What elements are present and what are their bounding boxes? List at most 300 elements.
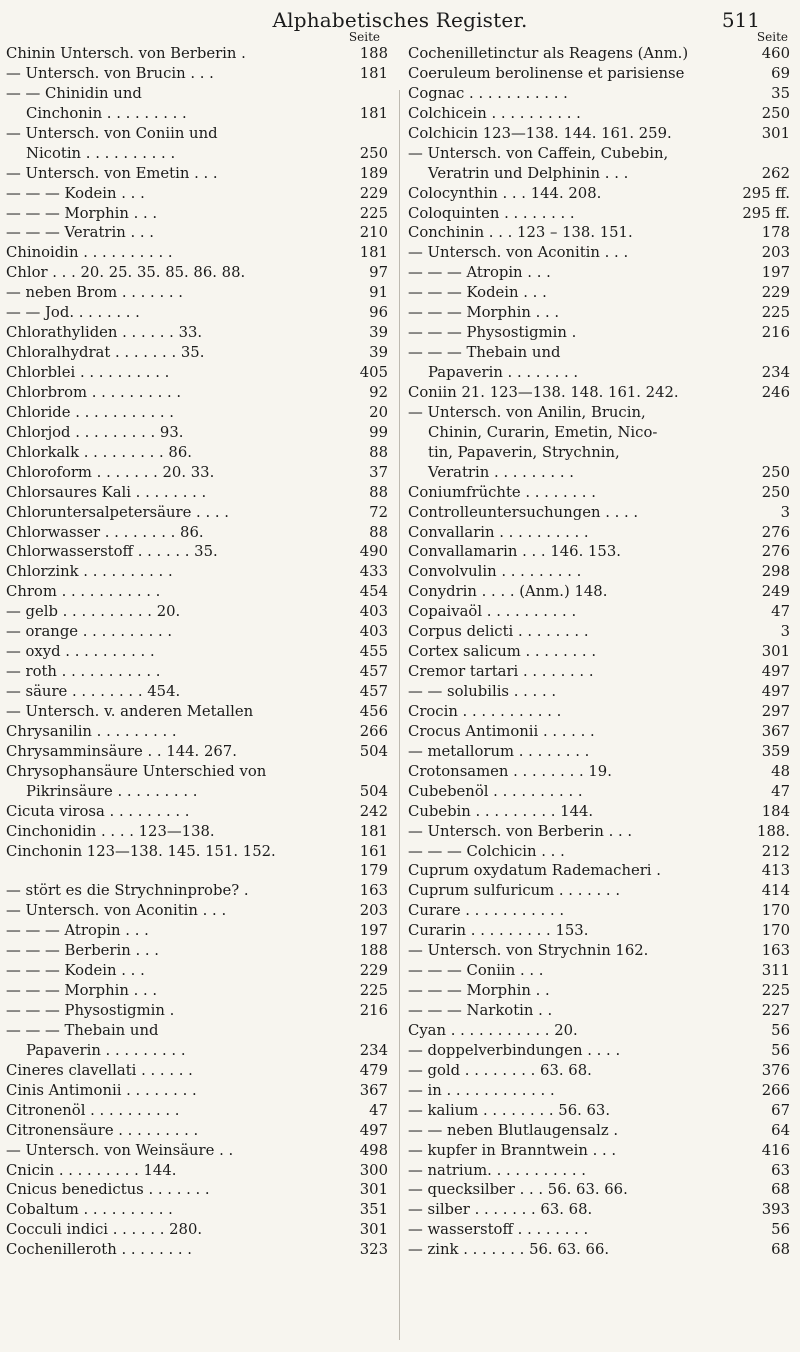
entry-page: 490 [359, 543, 388, 561]
index-entry [408, 1061, 794, 1081]
index-entry [6, 303, 396, 323]
entry-text: — — — Thebain und [6, 1021, 159, 1039]
entry-page: 72 [369, 503, 388, 521]
entry-page: 359 [761, 742, 790, 760]
index-entry [6, 1141, 396, 1161]
entry-text: Cuprum sulfuricum . . . . . . . [408, 882, 621, 900]
entry-text: Cognac . . . . . . . . . . . [408, 84, 568, 102]
entry-page: 216 [761, 324, 790, 342]
entry-text: Cnicin . . . . . . . . . 144. [6, 1161, 177, 1179]
index-entry [408, 1200, 794, 1220]
entry-page: 47 [771, 603, 790, 621]
entry-text: Nicotin . . . . . . . . . . [26, 144, 176, 162]
entry-text: — — — Narkotin . . [408, 1002, 553, 1019]
index-entry [6, 323, 396, 343]
entry-text: — — neben Blutlaugensalz . [408, 1121, 619, 1139]
index-entry [408, 243, 794, 263]
entry-page: 497 [761, 683, 790, 700]
index-entry [6, 283, 396, 303]
entry-page: 181 [359, 244, 388, 262]
index-entry [408, 443, 794, 463]
entry-page: 88 [369, 483, 388, 501]
column-divider [399, 90, 400, 1340]
entry-page: 403 [359, 603, 388, 621]
entry-page: 163 [359, 882, 388, 900]
index-entry [408, 503, 794, 523]
index-entry [6, 1220, 396, 1240]
entry-text: — stört es die Strychninprobe? . [6, 882, 249, 900]
entry-page: 367 [359, 1081, 388, 1099]
index-entry [408, 84, 794, 104]
index-entry [408, 363, 794, 383]
entry-text: — silber . . . . . . . 63. 68. [408, 1201, 593, 1219]
entry-page: 229 [359, 184, 388, 202]
entry-page: 229 [359, 962, 388, 980]
entry-text: Cuprum oxydatum Rademacheri . [408, 862, 661, 880]
entry-page: 250 [761, 463, 790, 481]
entry-page: 250 [761, 483, 790, 501]
entry-text: Chlorjod . . . . . . . . . 93. [6, 423, 184, 441]
entry-text: Chlor . . . 20. 25. 35. 85. 86. 88. [6, 264, 246, 282]
entry-page: 301 [359, 1181, 388, 1199]
index-entry [408, 582, 794, 602]
index-entry [408, 523, 794, 543]
index-entry [6, 921, 396, 941]
index-entry [6, 662, 396, 682]
entry-page [786, 443, 794, 463]
entry-text: — — — Physostigmin . [6, 1002, 175, 1019]
entry-page: 297 [761, 702, 790, 720]
entry-page: 300 [359, 1161, 388, 1179]
entry-text: — — Chinidin und [6, 84, 142, 102]
entry-text: Crotonsamen . . . . . . . . 19. [408, 762, 612, 780]
entry-page: 227 [761, 1002, 790, 1019]
index-entry [6, 503, 396, 523]
entry-text: — Untersch. von Brucin . . . [6, 64, 214, 82]
entry-text: tin, Papaverin, Strychnin, [428, 443, 620, 461]
entry-page: 188 [359, 942, 388, 960]
entry-text: — — — Berberin . . . [6, 942, 159, 960]
index-entry [408, 822, 794, 842]
entry-text: Chloroform . . . . . . . 20. 33. [6, 463, 215, 481]
index-entry [6, 1081, 396, 1101]
index-entry [408, 44, 794, 64]
entry-page: 225 [359, 982, 388, 1000]
index-entry [408, 562, 794, 582]
entry-page: 276 [761, 523, 790, 541]
entry-text: Cortex salicum . . . . . . . . [408, 643, 597, 661]
index-entry [6, 642, 396, 662]
entry-text: — Untersch. von Coniin und [6, 124, 218, 142]
entry-text: Cinchonin . . . . . . . . . [26, 104, 187, 122]
entry-text: Corpus delicti . . . . . . . . [408, 623, 589, 641]
index-entry [408, 1161, 794, 1181]
index-entry [6, 562, 396, 582]
index-entry [408, 323, 794, 343]
entry-text: Cinchonidin . . . . 123—138. [6, 822, 215, 840]
entry-text: Citronensäure . . . . . . . . . [6, 1121, 199, 1139]
entry-page: 416 [761, 1141, 790, 1159]
entry-text: Chrysophansäure Unterschied von [6, 762, 267, 780]
entry-page: 37 [369, 463, 388, 481]
entry-text: — — Jod. . . . . . . . [6, 304, 140, 322]
entry-page: 413 [761, 862, 790, 880]
index-entry [408, 303, 794, 323]
index-entry [408, 941, 794, 961]
entry-page: 295 ff. [742, 184, 790, 202]
entry-page: 311 [761, 962, 790, 980]
entry-page: 234 [359, 1041, 388, 1059]
entry-text: Convolvulin . . . . . . . . . [408, 563, 582, 581]
entry-text: Colchicein . . . . . . . . . . [408, 104, 581, 122]
index-entry [6, 104, 396, 124]
entry-text: — — — Morphin . . . [6, 204, 158, 222]
entry-text: Veratrin . . . . . . . . . [428, 463, 574, 481]
index-list [408, 44, 794, 1260]
index-entry [6, 901, 396, 921]
entry-page: 39 [369, 324, 388, 342]
entry-text: Conchinin . . . 123 – 138. 151. [408, 224, 633, 242]
index-entry [408, 463, 794, 483]
entry-page: 99 [369, 423, 388, 441]
entry-page: 301 [761, 643, 790, 661]
index-entry [408, 104, 794, 124]
entry-text: — Untersch. von Anilin, Brucin, [408, 403, 646, 421]
entry-text: Coniin 21. 123—138. 148. 161. 242. [408, 383, 679, 401]
index-entry [6, 1121, 396, 1141]
index-entry [6, 1101, 396, 1121]
entry-page: 203 [359, 902, 388, 920]
entry-text: — natrium. . . . . . . . . . . [408, 1161, 586, 1179]
entry-text: Cochenilleroth . . . . . . . . [6, 1241, 193, 1259]
entry-text: — kalium . . . . . . . . 56. 63. [408, 1101, 611, 1119]
entry-page: 301 [761, 124, 790, 142]
index-entry [6, 1161, 396, 1181]
entry-page [384, 1021, 396, 1041]
index-entry [408, 602, 794, 622]
index-entry [408, 124, 794, 144]
entry-text: — orange . . . . . . . . . . [6, 623, 173, 641]
entry-page: 225 [761, 982, 790, 1000]
index-entry [6, 842, 396, 862]
entry-page: 249 [761, 583, 790, 601]
entry-text: Chlorwasser . . . . . . . . 86. [6, 523, 204, 541]
entry-text: Curarin . . . . . . . . . 153. [408, 922, 589, 940]
entry-page: 170 [761, 902, 790, 920]
entry-page: 301 [359, 1221, 388, 1239]
entry-page: 276 [761, 543, 790, 561]
index-entry [408, 861, 794, 881]
entry-text [6, 861, 356, 881]
entry-page: 295 ff. [742, 204, 790, 222]
entry-page: 178 [761, 224, 790, 242]
index-entry [408, 403, 794, 423]
index-entry [6, 423, 396, 443]
entry-page: 298 [761, 563, 790, 581]
entry-text: Pikrinsäure . . . . . . . . . [26, 782, 198, 800]
entry-text: — in . . . . . . . . . . . . [408, 1081, 555, 1099]
entry-text: — kupfer in Branntwein . . . [408, 1141, 617, 1159]
index-entry [408, 542, 794, 562]
index-entry [408, 702, 794, 722]
entry-page: 47 [771, 782, 790, 800]
entry-text: Papaverin . . . . . . . . [428, 364, 579, 381]
index-entry [6, 682, 396, 702]
entry-text: — — — Kodein . . . [6, 962, 145, 980]
entry-page: 497 [359, 1121, 388, 1139]
entry-page: 88 [369, 443, 388, 461]
index-entry [408, 1021, 794, 1041]
entry-page: 179 [359, 862, 388, 880]
entry-text: Cnicus benedictus . . . . . . . [6, 1181, 210, 1199]
entry-page: 250 [359, 144, 388, 162]
index-entry [6, 443, 396, 463]
entry-text: — Untersch. von Emetin . . . [6, 164, 218, 182]
index-entry [6, 782, 396, 802]
entry-text: Chinin, Curarin, Emetin, Nico- [428, 423, 658, 441]
entry-text: Convallarin . . . . . . . . . . [408, 523, 589, 541]
index-entry [6, 243, 396, 263]
entry-page: 88 [369, 523, 388, 541]
entry-page: 170 [761, 922, 790, 940]
index-entry [6, 702, 396, 722]
entry-page: 460 [761, 45, 790, 62]
entry-page: 367 [761, 722, 790, 740]
entry-text: Colocynthin . . . 144. 208. [408, 184, 602, 202]
right-column [408, 30, 794, 1260]
entry-page: 69 [771, 64, 790, 82]
entry-page: 181 [359, 64, 388, 82]
index-entry [6, 204, 396, 224]
entry-text: Conydrin . . . . (Anm.) 148. [408, 583, 608, 601]
entry-text: Citronenöl . . . . . . . . . . [6, 1101, 180, 1119]
entry-page: 68 [771, 1181, 790, 1199]
entry-page: 67 [771, 1101, 790, 1119]
index-entry [6, 602, 396, 622]
entry-text: Cubebenöl . . . . . . . . . . [408, 782, 583, 800]
index-entry [408, 642, 794, 662]
index-entry [408, 1121, 794, 1141]
page-number: 511 [721, 8, 760, 32]
index-entry [6, 144, 396, 164]
entry-text: Cubebin . . . . . . . . . 144. [408, 802, 594, 820]
entry-page: 376 [761, 1061, 790, 1079]
entry-page: 262 [761, 164, 790, 182]
entry-text: — — — Atropin . . . [408, 264, 551, 282]
entry-page [786, 403, 794, 423]
left-column [6, 30, 396, 1260]
index-entry [408, 423, 794, 443]
index-entry [6, 802, 396, 822]
index-entry [408, 263, 794, 283]
entry-text: Chlorwasserstoff . . . . . . 35. [6, 543, 218, 561]
index-entry [408, 343, 794, 363]
entry-page: 163 [761, 942, 790, 960]
entry-text: — gold . . . . . . . . 63. 68. [408, 1061, 592, 1079]
index-entry [6, 223, 396, 243]
entry-page: 68 [771, 1241, 790, 1259]
entry-page: 504 [359, 782, 388, 800]
entry-page: 479 [359, 1061, 388, 1079]
index-list [6, 44, 396, 1260]
entry-page: 323 [359, 1241, 388, 1259]
index-entry [6, 343, 396, 363]
entry-page: 188 [359, 45, 388, 62]
entry-page [786, 423, 794, 443]
index-entry [6, 941, 396, 961]
page-title: Alphabetisches Register. [272, 8, 528, 32]
index-entry [408, 662, 794, 682]
entry-text: — zink . . . . . . . 56. 63. 66. [408, 1241, 610, 1259]
index-entry [6, 483, 396, 503]
index-entry [6, 64, 396, 84]
entry-page: 504 [359, 742, 388, 760]
index-entry [408, 622, 794, 642]
entry-page: 47 [369, 1101, 388, 1119]
entry-text: Cochenilletinctur als Reagens (Anm.) [408, 45, 689, 62]
entry-text: Convallamarin . . . 146. 153. [408, 543, 621, 561]
entry-page: 97 [369, 264, 388, 282]
entry-page [384, 124, 396, 144]
entry-text: Chloralhydrat . . . . . . . 35. [6, 344, 205, 362]
entry-text: — Untersch. von Caffein, Cubebin, [408, 144, 669, 162]
index-entry [6, 742, 396, 762]
index-entry [408, 64, 794, 84]
index-entry [6, 463, 396, 483]
index-entry [6, 582, 396, 602]
index-entry [408, 1041, 794, 1061]
entry-page: 229 [761, 284, 790, 302]
index-entry [408, 1001, 794, 1021]
entry-page: 242 [359, 802, 388, 820]
entry-text: Cicuta virosa . . . . . . . . . [6, 802, 190, 820]
index-entry [6, 961, 396, 981]
entry-page: 189 [359, 164, 388, 182]
index-entry [408, 1180, 794, 1200]
entry-page: 210 [359, 224, 388, 242]
entry-text: Crocin . . . . . . . . . . . [408, 702, 562, 720]
entry-page: 225 [359, 204, 388, 222]
entry-text: Chloride . . . . . . . . . . . [6, 403, 175, 421]
index-entry [6, 542, 396, 562]
entry-page: 92 [369, 383, 388, 401]
entry-text: Chrom . . . . . . . . . . . [6, 583, 161, 601]
entry-text: — — — Kodein . . . [6, 184, 145, 202]
entry-text: Cinchonin 123—138. 145. 151. 152. [6, 842, 276, 860]
index-entry [6, 1061, 396, 1081]
entry-page: 351 [359, 1201, 388, 1219]
entry-text: Curare . . . . . . . . . . . [408, 902, 565, 920]
entry-text: Papaverin . . . . . . . . . [26, 1041, 186, 1059]
index-entry [408, 782, 794, 802]
entry-text: Chlorkalk . . . . . . . . . 86. [6, 443, 192, 461]
entry-text: Cobaltum . . . . . . . . . . [6, 1201, 173, 1219]
index-entry [6, 822, 396, 842]
index-entry [6, 363, 396, 383]
entry-page: 234 [761, 364, 790, 381]
entry-text: Chloruntersalpetersäure . . . . [6, 503, 229, 521]
entry-text: — metallorum . . . . . . . . [408, 742, 590, 760]
entry-text: — Untersch. von Aconitin . . . [408, 244, 629, 262]
index-entry [6, 44, 396, 64]
entry-page: 266 [359, 722, 388, 740]
entry-page: 20 [369, 403, 388, 421]
index-entry [6, 184, 396, 204]
entry-text: Chrysamminsäure . . 144. 267. [6, 742, 237, 760]
entry-text: Chlorsaures Kali . . . . . . . . [6, 483, 207, 501]
entry-page: 225 [761, 304, 790, 322]
index-entry [6, 263, 396, 283]
entry-page: 457 [359, 683, 388, 700]
entry-text: — gelb . . . . . . . . . . 20. [6, 603, 181, 621]
entry-page [786, 343, 794, 363]
index-entry [6, 762, 396, 782]
index-entry [6, 622, 396, 642]
index-entry [6, 981, 396, 1001]
entry-text: Crocus Antimonii . . . . . . [408, 722, 595, 740]
entry-page: 212 [761, 842, 790, 860]
entry-text: Controlleuntersuchungen . . . . [408, 503, 639, 521]
index-entry [408, 383, 794, 403]
entry-page: 498 [359, 1141, 388, 1159]
index-entry [408, 722, 794, 742]
index-entry [6, 1180, 396, 1200]
entry-page: 497 [761, 663, 790, 681]
index-entry [408, 802, 794, 822]
index-entry [408, 921, 794, 941]
index-entry [6, 1041, 396, 1061]
entry-page: 39 [369, 344, 388, 362]
entry-text: — Untersch. v. anderen Metallen [6, 702, 254, 720]
index-entry [408, 184, 794, 204]
index-entry [408, 144, 794, 164]
entry-page: 96 [369, 304, 388, 322]
index-entry [6, 124, 396, 144]
entry-page [384, 84, 396, 104]
entry-page: 3 [780, 623, 790, 641]
entry-text: Coloquinten . . . . . . . . [408, 204, 575, 222]
entry-page: 91 [369, 284, 388, 302]
entry-text: Veratrin und Delphinin . . . [428, 164, 629, 182]
entry-page: 35 [771, 84, 790, 102]
entry-page: 161 [359, 842, 388, 860]
entry-text: Chlorbrom . . . . . . . . . . [6, 383, 182, 401]
entry-page [786, 144, 794, 164]
index-entry [6, 861, 396, 881]
index-entry [6, 84, 396, 104]
entry-text: Cocculi indici . . . . . . 280. [6, 1221, 203, 1239]
entry-page: 181 [359, 104, 388, 122]
index-entry [6, 164, 396, 184]
index-entry [6, 1021, 396, 1041]
entry-page: 184 [761, 802, 790, 820]
entry-text: — Untersch. von Berberin . . . [408, 822, 633, 840]
entry-text: — — — Morphin . . . [6, 982, 158, 1000]
entry-text: — wasserstoff . . . . . . . . [408, 1221, 589, 1239]
entry-text: — Untersch. von Strychnin 162. [408, 942, 649, 960]
index-entry [408, 1240, 794, 1260]
index-entry [6, 881, 396, 901]
entry-page: 405 [359, 364, 388, 381]
entry-text: — — — Atropin . . . [6, 922, 149, 940]
index-entry [408, 881, 794, 901]
entry-page: 216 [359, 1002, 388, 1019]
entry-page: 246 [761, 383, 790, 401]
entry-page: 250 [761, 104, 790, 122]
entry-text: Cinis Antimonii . . . . . . . . [6, 1081, 197, 1099]
entry-page: 56 [771, 1041, 790, 1059]
entry-text: Chlorblei . . . . . . . . . . [6, 364, 170, 381]
